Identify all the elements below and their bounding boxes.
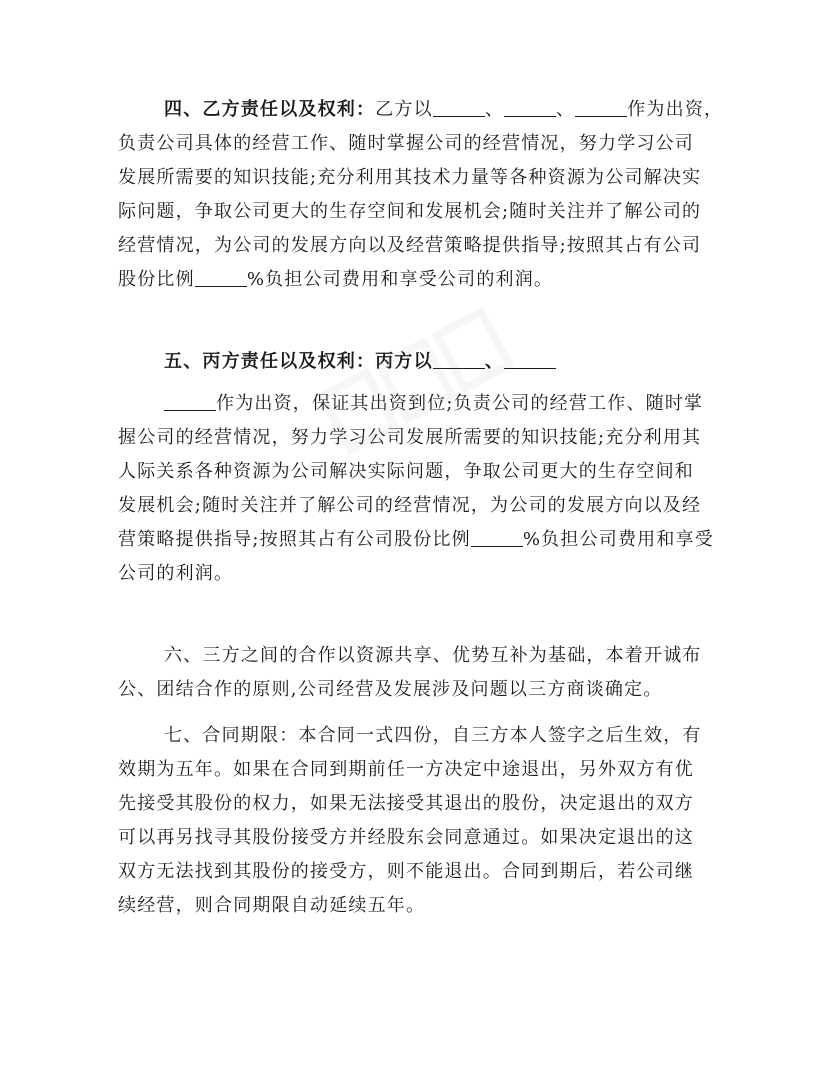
section-5-line-2: 作为出资，保证其出资到位;负责公司的经营工作、随时掌 xyxy=(118,387,708,421)
section-7-line-1: 七、合同期限：本合同一式四份，自三方本人签字之后生效，有 xyxy=(164,725,702,746)
section-4 xyxy=(118,93,724,297)
section-6 xyxy=(118,639,708,707)
section-5-line-5: 发展机会;随时关注并了解公司的经营情况，为公司的发展方向以及经 xyxy=(118,495,702,516)
section-7-line-3: 先接受其股份的权力，如果无法接受其退出的股份，决定退出的双方 xyxy=(118,793,694,814)
blank-field xyxy=(433,98,485,117)
section-5-line-3: 握公司的经营情况，努力学习公司发展所需要的知识技能;充分利用其 xyxy=(118,427,702,448)
blank-field xyxy=(164,392,216,411)
section-7 xyxy=(118,719,708,923)
section-4-line-4: 际问题，争取公司更大的生存空间和发展机会;随时关注并了解公司的 xyxy=(118,201,702,222)
section-7-line-2: 效期为五年。如果在合同到期前任一方决定中途退出，另外双方有优 xyxy=(118,759,694,780)
section-7-line-5: 双方无法找到其股份的接受方，则不能退出。合同到期后，若公司继 xyxy=(118,861,694,882)
section-4-line-3: 发展所需要的知识技能;充分利用其技术力量等各种资源为公司解决实 xyxy=(118,167,702,188)
blank-field xyxy=(433,350,485,369)
section-5-body xyxy=(118,387,714,591)
section-7-line-4: 可以再另找寻其股份接受方并经股东会同意通过。如果决定退出的这 xyxy=(118,827,694,848)
section-4-line-1: 四、乙方责任以及权利：乙方以 、 、 作为出资， xyxy=(164,99,724,120)
blank-field xyxy=(575,98,627,117)
section-5-line-1: 五、丙方责任以及权利：丙方以 、 xyxy=(118,345,708,379)
section-7-line-6: 续经营，则合同期限自动延续五年。 xyxy=(118,895,426,916)
blank-field xyxy=(504,350,556,369)
section-4-heading: 四、乙方责任以及权利： xyxy=(164,99,376,120)
blank-field xyxy=(195,268,247,287)
section-5-line-6: 营策略提供指导;按照其占有公司股份比例 %负担公司费用和享受 xyxy=(118,529,714,550)
blank-field xyxy=(471,528,523,547)
section-4-line-6: 股份比例 %负担公司费用和享受公司的利润。 xyxy=(118,269,554,290)
section-6-line-1: 六、三方之间的合作以资源共享、优势互补为基础，本着开诚布 xyxy=(164,645,702,666)
section-5 xyxy=(118,345,708,379)
section-5-line-4: 人际关系各种资源为公司解决实际问题，争取公司更大的生存空间和 xyxy=(118,461,694,482)
section-6-line-2: 公、团结合作的原则,公司经营及发展涉及问题以三方商谈确定。 xyxy=(118,679,663,700)
section-4-line-5: 经营情况，为公司的发展方向以及经营策略提供指导;按照其占有公司 xyxy=(118,235,702,256)
section-5-line-7: 公司的利润。 xyxy=(118,563,234,584)
blank-field xyxy=(504,98,556,117)
section-4-line-2: 负责公司具体的经营工作、随时掌握公司的经营情况，努力学习公司 xyxy=(118,133,694,154)
section-5-heading: 五、丙方责任以及权利：丙方以 xyxy=(164,351,433,372)
